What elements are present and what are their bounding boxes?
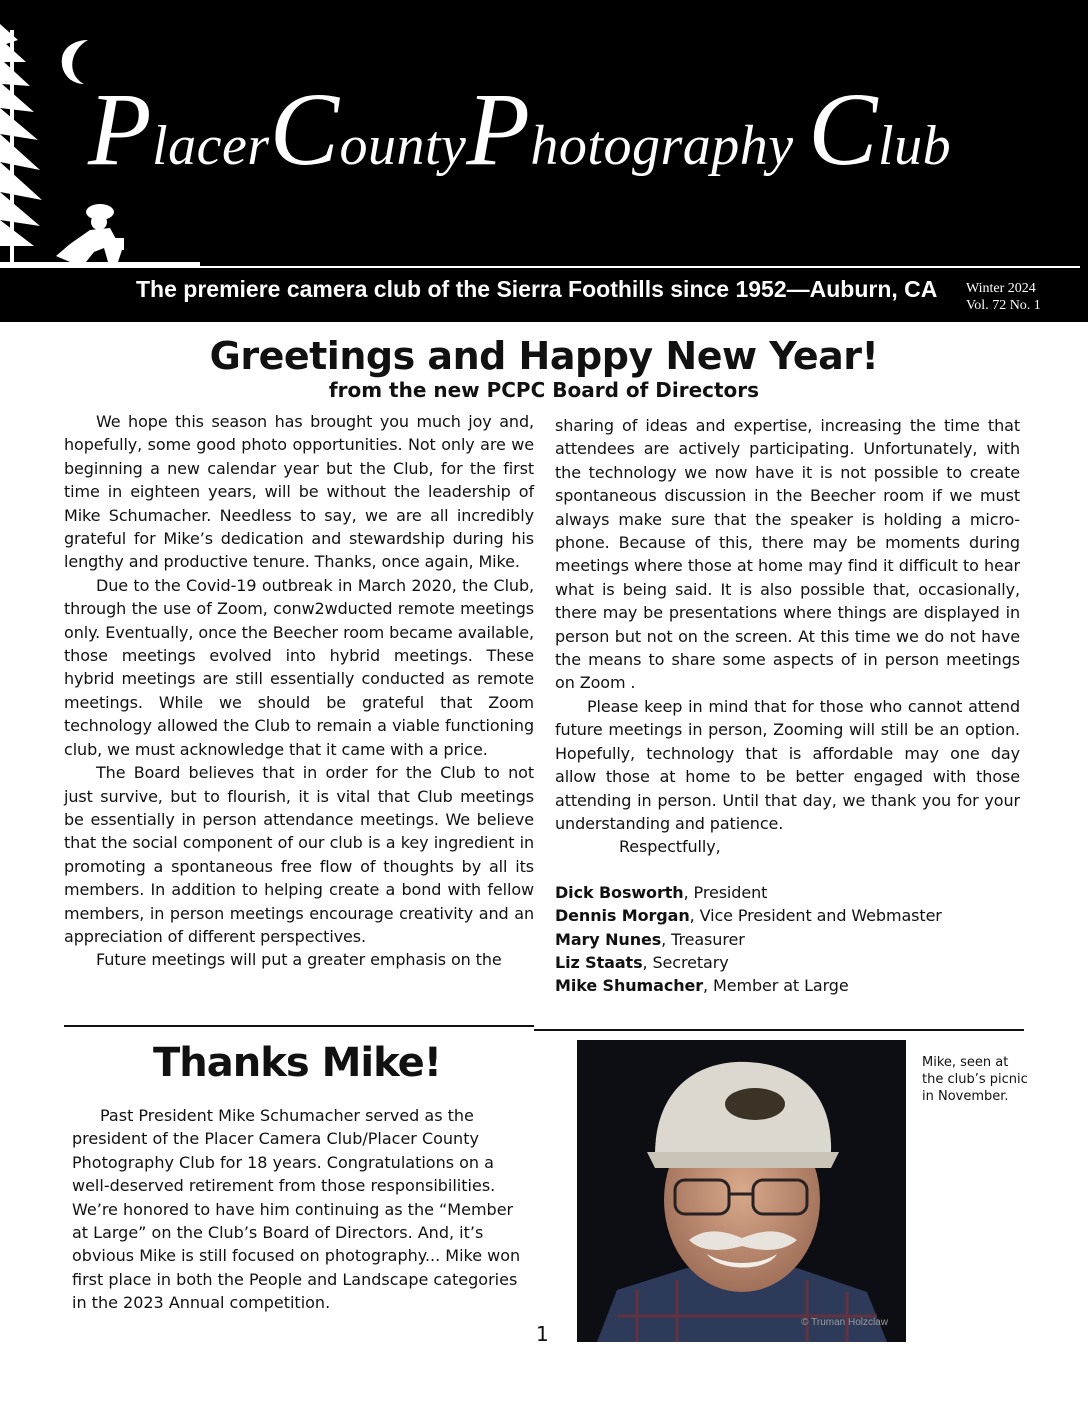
board-member <box>555 951 1020 974</box>
board-member-role: , President <box>683 882 768 902</box>
board-member <box>555 974 1020 997</box>
issue-volume: Vol. 72 No. 1 <box>966 298 1041 313</box>
crescent-moon-icon <box>62 40 88 84</box>
page-number: 1 <box>536 1322 549 1346</box>
board-member <box>555 881 1020 904</box>
photo-caption: Mike, seen at the club’s picnic in November. <box>922 1055 1028 1104</box>
paragraph: Due to the Covid-19 outbreak in March 2020, the Club, through the use of Zoom, conw2wducted remote meetings only. Eventually, once the Beecher room became available, those meetings evolved into hybrid meetings. These hybrid meetings are still essentially conducted as remote meetings. While we should be grateful that Zoom technology allowed the Club to remain a viable functioning club, we must acknowledge that it came with a price. <box>64 575 534 759</box>
title-word-part: hotography <box>530 115 809 177</box>
board-member-name: Dennis Morgan <box>555 906 690 926</box>
board-member-role: , Treasurer <box>661 929 745 949</box>
board-member-name: Dick Bosworth <box>555 882 684 902</box>
article-column-left <box>64 410 534 972</box>
paragraph: Please keep in mind that for those who cannot attend future meetings in person, Zooming will still be an option. Hopefully, technology that is affordable may one day allow those at home to be better engaged with those attending in person. Until that day, we thank you for your understanding and patience. <box>555 696 1020 833</box>
article-subheadline: from the new PCPC Board of Directors <box>328 378 760 402</box>
board-member-role: , Member at Large <box>703 976 849 996</box>
paragraph: We hope this season has brought you much joy and, hopefully, some good photo opportunities. Not only are we beginning a new calendar year but the Club, for the first time in eighteen years, will be without the leadership of Mike Schumacher. Needless to say, we are all incredibly grateful for Mike’s dedication and stewardship during his lengthy and productive tenure. Thanks, once again, Mike. <box>64 412 534 572</box>
article-headline: Greetings and Happy New Year! <box>209 334 879 378</box>
title-word-part: ounty <box>339 115 467 177</box>
title-word-part: lub <box>878 115 952 177</box>
paragraph: Past President Mike Schumacher served as the president of the Placer Camera Club/Placer County Photography Club for 18 years. Congratulations on a well-deserved retirement from those responsibilities. We’re honored to have him continuing as the “Member at Large” on the Club’s Board of Directors. And, it’s obvious Mike is still focused on photography... Mike won first place in both the People and Landscape categories in the 2023 Annual competition. <box>72 1106 521 1313</box>
board-list <box>555 881 1020 998</box>
portrait-photo <box>577 1040 906 1342</box>
masthead-divider <box>0 266 1080 268</box>
thanks-body <box>72 1104 524 1315</box>
signoff: Respectfully, <box>619 837 721 857</box>
title-initial: C <box>269 72 340 187</box>
board-member-name: Liz Staats <box>555 952 643 972</box>
paragraph: Future meetings will put a greater emphasis on the <box>96 950 502 970</box>
title-initial: P <box>466 72 531 187</box>
paragraph: sharing of ideas and expertise, increasing the time that attendees are actively participating. Unfortunately, with the technology we now have it is not possible to create spontaneous discussion in the Beecher room if we must always make sure that the speaker is holding a microphone. Because of this, there may be moments during meetings where those at home may find it difficult to hear what is being said. It is also possible that, occasionally, there may be presentations where things are displayed in person but not on the screen. At this time we do not have the means to share some aspects of in person meetings on Zoom . <box>555 416 1020 693</box>
article-column-right <box>555 414 1020 998</box>
pine-tree-icon <box>0 24 42 266</box>
issue-season: Winter 2024 <box>966 281 1036 296</box>
photo-credit: © Truman Holzclaw <box>801 1317 888 1328</box>
section-divider <box>64 1025 534 1027</box>
masthead <box>0 0 1088 322</box>
section-divider <box>534 1029 1024 1031</box>
issue-info <box>966 280 1041 314</box>
photographer-silhouette-icon <box>56 204 124 262</box>
title-word-part: lacer <box>152 115 270 177</box>
portrait-illustration <box>577 1040 906 1342</box>
board-member-name: Mike Shumacher <box>555 976 704 996</box>
title-initial: C <box>808 72 879 187</box>
board-member <box>555 904 1020 927</box>
tagline: The premiere camera club of the Sierra Foothills since 1952—Auburn, CA <box>136 276 938 302</box>
newsletter-title <box>88 72 952 187</box>
board-member <box>555 928 1020 951</box>
board-member-role: , Vice President and Webmaster <box>689 906 942 926</box>
paragraph: The Board believes that in order for the Club to not just survive, but to flourish, it is vital that Club meetings be essentially in person attendance meetings. We believe that the social component of our club is a key ingredient in promoting a spontaneous free flow of thoughts by all its members. In addition to helping create a bond with fellow members, in person meetings encourage creativity and an appreciation of different perspectives. <box>64 763 534 946</box>
title-initial: P <box>88 72 153 187</box>
board-member-name: Mary Nunes <box>555 929 662 949</box>
board-member-role: , Secretary <box>642 952 729 972</box>
thanks-headline: Thanks Mike! <box>153 1040 441 1086</box>
